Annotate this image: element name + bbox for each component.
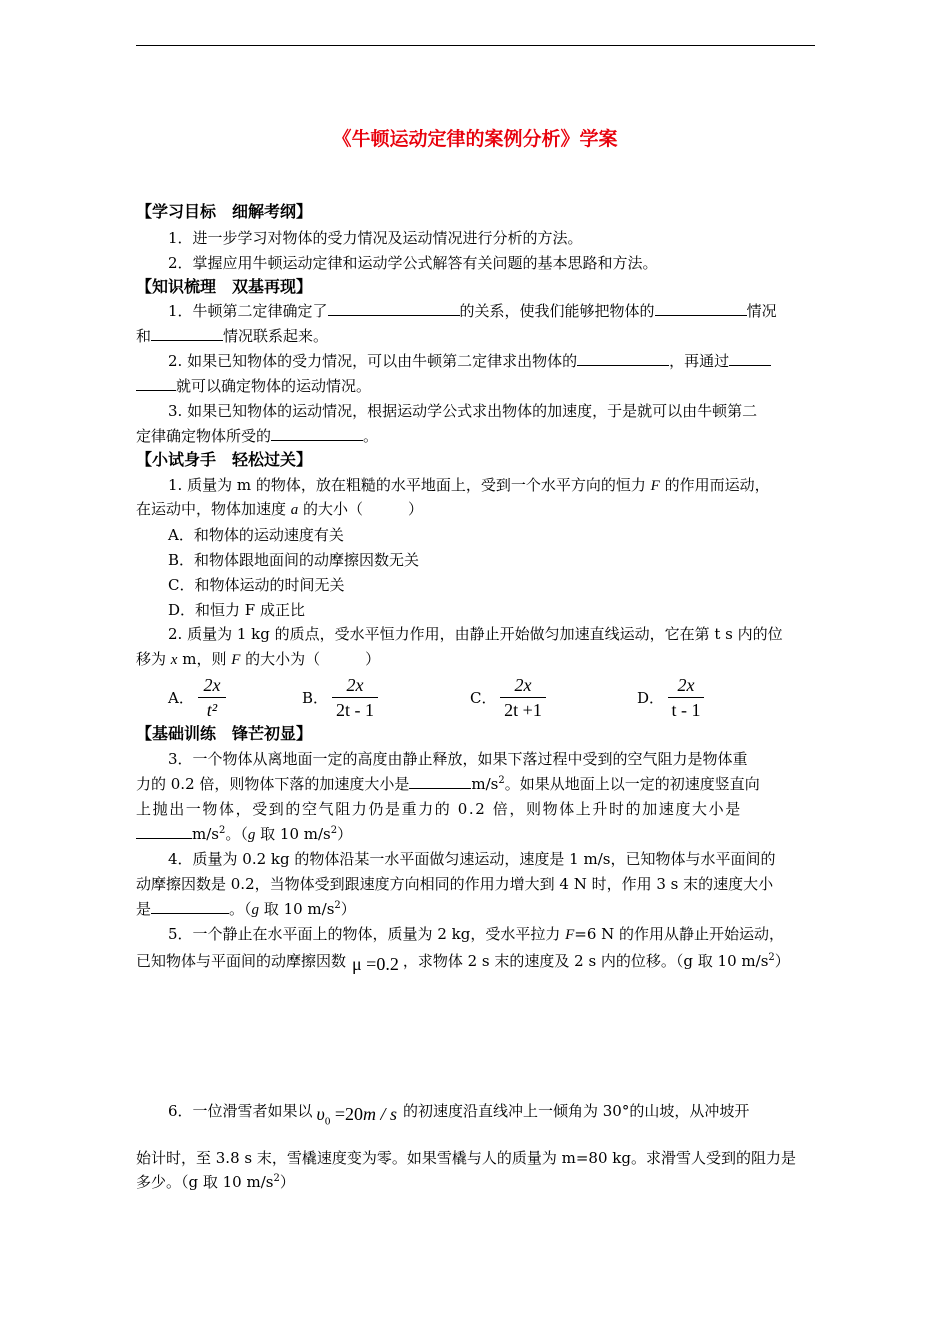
blank[interactable] <box>409 774 471 789</box>
question-3-cont3: $m/s^2$。（g 取 10 $m/s^2$） <box>136 824 352 845</box>
blank[interactable] <box>151 326 223 341</box>
blank[interactable] <box>271 426 363 441</box>
question-1: 1. 质量为 m 的物体，放在粗糙的水平地面上，受到一个水平方向的恒力 F 的作用而运动， <box>168 476 770 494</box>
question-3: 3．一个物体从离地面一定的高度由静止释放，如果下落过程中受到的空气阻力是物体重 <box>168 750 748 768</box>
question-6-cont2: 多少。（g 取 10 $m/s^2$） <box>136 1173 295 1191</box>
option-c-label[interactable]: C． <box>470 689 497 707</box>
section-heading-knowledge: 【知识梳理 双基再现】 <box>136 277 313 296</box>
question-4: 4．质量为 0.2 kg 的物体沿某一水平面做匀速运动，速度是 1 m/s，已知物体与水平面间的 <box>168 850 776 868</box>
fraction-b[interactable]: 2x 2t - 1 <box>332 674 378 721</box>
knowledge-item-3: 3. 如果已知物体的运动情况，根据运动学公式求出物体的加速度，于是就可以由牛顿第二 <box>168 402 758 420</box>
velocity-formula: $\upsilon_0 =20m / s$ <box>316 1104 397 1128</box>
blank[interactable] <box>655 301 747 316</box>
option-a-label[interactable]: A． <box>168 689 194 707</box>
question-1-cont: 在运动中，物体加速度 a 的大小（ ） <box>136 500 424 518</box>
blank[interactable] <box>328 301 460 316</box>
question-2-cont: 移为 x m，则 F 的大小为（ ） <box>136 650 381 668</box>
option-b[interactable]: B．和物体跟地面间的动摩擦因数无关 <box>168 551 420 569</box>
knowledge-item-1-cont: 和 情况联系起来。 <box>136 327 329 345</box>
blank[interactable] <box>577 351 669 366</box>
question-3-cont2: 上抛出一物体，受到的空气阻力仍是重力的 0.2 倍，则物体上升时的加速度大小是 <box>136 800 742 818</box>
fraction-d[interactable]: 2x t - 1 <box>668 674 704 721</box>
goal-item: 2．掌握应用牛顿运动定律和运动学公式解答有关问题的基本思路和方法。 <box>168 254 658 272</box>
question-5: 5．一个静止在水平面上的物体，质量为 2 kg，受水平拉力 F=6 N 的作用从静止开始运动， <box>168 925 785 943</box>
blank[interactable] <box>136 376 176 391</box>
knowledge-item-1: 1．牛顿第二定律确定了 的关系，使我们能够把物体的 情况 <box>168 302 777 320</box>
question-2: 2. 质量为 1 kg 的质点，受水平恒力作用，由静止开始做匀加速直线运动，它在第 t s 内的位 <box>168 625 783 643</box>
option-c[interactable]: C．和物体运动的时间无关 <box>168 576 345 594</box>
knowledge-item-3-cont: 定律确定物体所受的 。 <box>136 427 379 445</box>
mu-formula: μ =0.2 <box>352 954 399 974</box>
option-d-label[interactable]: D． <box>637 689 665 707</box>
question-4-cont: 动摩擦因数是 0.2，当物体受到跟速度方向相同的作用力增大到 4 N 时，作用 3 s 末的速度大小 <box>136 875 774 893</box>
option-a[interactable]: A．和物体的运动速度有关 <box>168 526 344 544</box>
option-b-label[interactable]: B． <box>302 689 329 707</box>
blank[interactable] <box>151 899 229 914</box>
question-5-cont: 已知物体与平面间的动摩擦因数 μ =0.2 ，求物体 2 s 末的速度及 2 s 内的位移。（g 取 10 $m/s^2$） <box>136 952 790 974</box>
header-rule <box>136 45 815 46</box>
section-heading-basic-training: 【基础训练 锋芒初显】 <box>136 724 313 743</box>
knowledge-item-2: 2. 如果已知物体的受力情况，可以由牛顿第二定律求出物体的 ，再通过 <box>168 351 771 371</box>
question-6-cont: 始计时，至 3.8 s 末，雪橇速度变为零。如果雪橇与人的质量为 m=80 kg。求滑雪人受到的阻力是 <box>136 1149 796 1167</box>
fraction-c[interactable]: 2x 2t +1 <box>500 674 546 721</box>
goal-item: 1．进一步学习对物体的受力情况及运动情况进行分析的方法。 <box>168 229 583 247</box>
question-3-cont: 力的 0.2 倍，则物体下落的加速度大小是 $m/s^2$。如果从地面上以一定的初速度竖直向 <box>136 775 760 793</box>
section-heading-practice: 【小试身手 轻松过关】 <box>136 450 313 469</box>
question-6: 6．一位滑雪者如果以 $\upsilon_0 =20m / s$ 的初速度沿直线冲上一倾角为 30°的山坡，从冲坡开 <box>168 1102 750 1128</box>
section-heading-goals: 【学习目标 细解考纲】 <box>136 202 313 221</box>
question-4-cont2: 是 。（g 取 10 $m/s^2$） <box>136 900 356 918</box>
page-title: 《牛顿运动定律的案例分析》学案 <box>332 128 618 150</box>
knowledge-item-2-cont: 就可以确定物体的运动情况。 <box>136 376 371 396</box>
option-d[interactable]: D．和恒力 F 成正比 <box>168 601 305 619</box>
blank[interactable] <box>729 351 771 366</box>
blank[interactable] <box>136 824 192 839</box>
fraction-a[interactable]: 2x t² <box>198 674 226 721</box>
